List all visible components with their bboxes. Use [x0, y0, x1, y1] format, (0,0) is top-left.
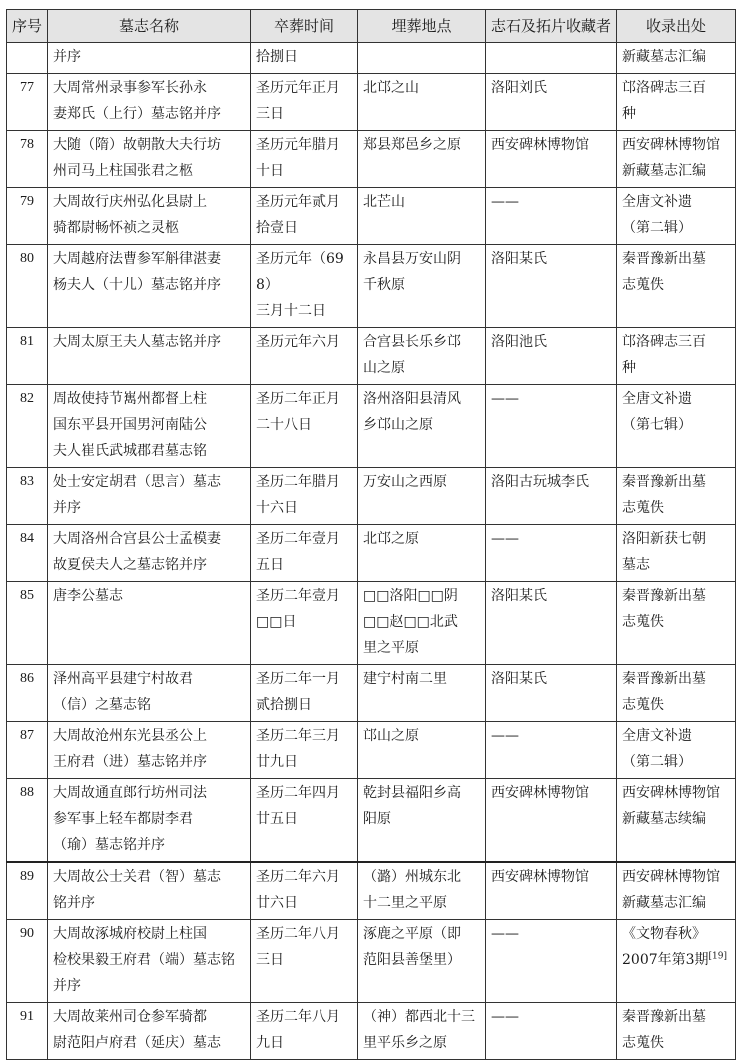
cell-name: 大周越府法曹参军斛律湛妻 杨夫人（十儿）墓志铭并序	[48, 245, 251, 328]
cell-source: 秦晋豫新出墓 志蒐佚	[617, 665, 736, 722]
cell-holder: ——	[486, 188, 617, 245]
table-row	[7, 582, 736, 665]
table-row	[7, 779, 736, 863]
cell-serial: 90	[7, 920, 48, 1003]
cell-source: 全唐文补遗 （第七辑）	[617, 385, 736, 468]
cell-source: 西安碑林博物馆 新藏墓志汇编	[617, 862, 736, 920]
cell-serial: 84	[7, 525, 48, 582]
cell-serial: 87	[7, 722, 48, 779]
cell-holder: 洛阳池氏	[486, 328, 617, 385]
cell-place: 合宫县长乐乡邙 山之原	[358, 328, 486, 385]
table-row	[7, 1003, 736, 1060]
cell-serial: 78	[7, 131, 48, 188]
cell-serial: 77	[7, 74, 48, 131]
cell-name: 大周洛州合宫县公士孟模妻 故夏侯夫人之墓志铭并序	[48, 525, 251, 582]
cell-time: 圣历元年六月	[251, 328, 358, 385]
table-row	[7, 74, 736, 131]
cell-source: 洛阳新获七朝 墓志	[617, 525, 736, 582]
footnote-ref: [19]	[708, 951, 728, 962]
cell-time: 圣历二年正月 二十八日	[251, 385, 358, 468]
cell-name: 大周故公士关君（智）墓志 铭并序	[48, 862, 251, 920]
header-burial-place: 埋葬地点	[358, 10, 486, 43]
cell-place: 洛州洛阳县清风 乡邙山之原	[358, 385, 486, 468]
cell-place: 永昌县万安山阴 千秋原	[358, 245, 486, 328]
header-serial: 序号	[7, 10, 48, 43]
table-row	[7, 862, 736, 920]
cell-serial: 86	[7, 665, 48, 722]
cell-serial: 83	[7, 468, 48, 525]
source-text: 《文物春秋》 2007年第3期	[622, 926, 709, 968]
cell-time: 圣历二年三月 廿九日	[251, 722, 358, 779]
tomb-inscription-table	[6, 9, 736, 1060]
header-source: 收录出处	[617, 10, 736, 43]
cell-source: 全唐文补遗 （第二辑）	[617, 722, 736, 779]
cell-holder: 洛阳某氏	[486, 582, 617, 665]
cell-place: 乾封县福阳乡高 阳原	[358, 779, 486, 863]
cell-holder: 洛阳古玩城李氏	[486, 468, 617, 525]
table-row	[7, 665, 736, 722]
table-row	[7, 525, 736, 582]
cell-name: 大周故莱州司仓参军骑都 尉范阳卢府君（延庆）墓志	[48, 1003, 251, 1060]
cell-source: 秦晋豫新出墓 志蒐佚	[617, 1003, 736, 1060]
table-row	[7, 920, 736, 1003]
cell-time: 圣历元年腊月 十日	[251, 131, 358, 188]
cell-source: 新藏墓志汇编	[617, 43, 736, 74]
cell-source: 邙洛碑志三百 种	[617, 74, 736, 131]
cell-holder: 西安碑林博物馆	[486, 779, 617, 863]
cell-name: 大随（隋）故朝散大夫行坊 州司马上柱国张君之柩	[48, 131, 251, 188]
cell-place: 万安山之西原	[358, 468, 486, 525]
cell-name: 大周太原王夫人墓志铭并序	[48, 328, 251, 385]
cell-time: 圣历二年四月 廿五日	[251, 779, 358, 863]
header-burial-time: 卒葬时间	[251, 10, 358, 43]
cell-serial: 81	[7, 328, 48, 385]
table-row	[7, 245, 736, 328]
cell-name: 唐李公墓志	[48, 582, 251, 665]
cell-time: 圣历二年八月 三日	[251, 920, 358, 1003]
cell-serial: 88	[7, 779, 48, 863]
cell-source: 西安碑林博物馆 新藏墓志汇编	[617, 131, 736, 188]
table-row	[7, 385, 736, 468]
cell-place: 郑县郑邑乡之原	[358, 131, 486, 188]
cell-time: 拾捌日	[251, 43, 358, 74]
cell-source: 秦晋豫新出墓 志蒐佚	[617, 468, 736, 525]
cell-holder	[486, 43, 617, 74]
cell-place: 北邙之山	[358, 74, 486, 131]
cell-source: 秦晋豫新出墓 志蒐佚	[617, 582, 736, 665]
header-collector: 志石及拓片收藏者	[486, 10, 617, 43]
cell-source: 西安碑林博物馆 新藏墓志续编	[617, 779, 736, 863]
cell-serial: 79	[7, 188, 48, 245]
cell-time: 圣历二年一月 贰拾捌日	[251, 665, 358, 722]
cell-name: 大周常州录事参军长孙永 妻郑氏（上行）墓志铭并序	[48, 74, 251, 131]
cell-source: 全唐文补遗 （第二辑）	[617, 188, 736, 245]
cell-name: 并序	[48, 43, 251, 74]
cell-place: 北芒山	[358, 188, 486, 245]
cell-holder: ——	[486, 1003, 617, 1060]
cell-time: 圣历二年腊月 十六日	[251, 468, 358, 525]
cell-time: 圣历二年壹月 □□日	[251, 582, 358, 665]
cell-place: 北邙之原	[358, 525, 486, 582]
cell-time: 圣历二年壹月 五日	[251, 525, 358, 582]
table-row	[7, 722, 736, 779]
cell-serial: 89	[7, 862, 48, 920]
cell-holder: 西安碑林博物馆	[486, 862, 617, 920]
cell-holder: ——	[486, 920, 617, 1003]
cell-holder: ——	[486, 385, 617, 468]
table-row	[7, 468, 736, 525]
cell-holder: 西安碑林博物馆	[486, 131, 617, 188]
cell-source: 邙洛碑志三百 种	[617, 328, 736, 385]
cell-holder: 洛阳某氏	[486, 245, 617, 328]
cell-time: 圣历二年八月 九日	[251, 1003, 358, 1060]
cell-serial: 82	[7, 385, 48, 468]
cell-time: 圣历元年正月 三日	[251, 74, 358, 131]
header-row	[7, 10, 736, 43]
cell-serial: 91	[7, 1003, 48, 1060]
cell-name: 大周故涿城府校尉上柱国 检校果毅王府君（端）墓志铭 并序	[48, 920, 251, 1003]
cell-name: 周故使持节嶲州都督上柱 国东平县开国男河南陆公 夫人崔氏武城郡君墓志铭	[48, 385, 251, 468]
cell-serial	[7, 43, 48, 74]
cell-place: 邙山之原	[358, 722, 486, 779]
table-row	[7, 188, 736, 245]
cell-place	[358, 43, 486, 74]
table-row	[7, 328, 736, 385]
cell-serial: 85	[7, 582, 48, 665]
cell-source	[617, 920, 736, 1003]
cell-name: 泽州高平县建宁村故君 （信）之墓志铭	[48, 665, 251, 722]
cell-holder: ——	[486, 525, 617, 582]
table-row	[7, 131, 736, 188]
cell-place: 涿鹿之平原（即 范阳县善堡里）	[358, 920, 486, 1003]
header-inscription-name: 墓志名称	[48, 10, 251, 43]
cell-serial: 80	[7, 245, 48, 328]
cell-source: 秦晋豫新出墓 志蒐佚	[617, 245, 736, 328]
cell-time: 圣历元年（698） 三月十二日	[251, 245, 358, 328]
cell-place: （神）都西北十三 里平乐乡之原	[358, 1003, 486, 1060]
table-row	[7, 43, 736, 74]
cell-holder: ——	[486, 722, 617, 779]
cell-name: 处士安定胡君（思言）墓志 并序	[48, 468, 251, 525]
cell-time: 圣历二年六月 廿六日	[251, 862, 358, 920]
cell-time: 圣历元年贰月 拾壹日	[251, 188, 358, 245]
cell-name: 大周故行庆州弘化县尉上 骑都尉畅怀祯之灵柩	[48, 188, 251, 245]
cell-name: 大周故沧州东光县丞公上 王府君（进）墓志铭并序	[48, 722, 251, 779]
cell-place: □□洛阳□□阴 □□赵□□北武 里之平原	[358, 582, 486, 665]
cell-holder: 洛阳刘氏	[486, 74, 617, 131]
cell-place: （潞）州城东北 十二里之平原	[358, 862, 486, 920]
cell-place: 建宁村南二里	[358, 665, 486, 722]
cell-name: 大周故通直郎行坊州司法 参军事上轻车都尉李君 （瑜）墓志铭并序	[48, 779, 251, 863]
cell-holder: 洛阳某氏	[486, 665, 617, 722]
